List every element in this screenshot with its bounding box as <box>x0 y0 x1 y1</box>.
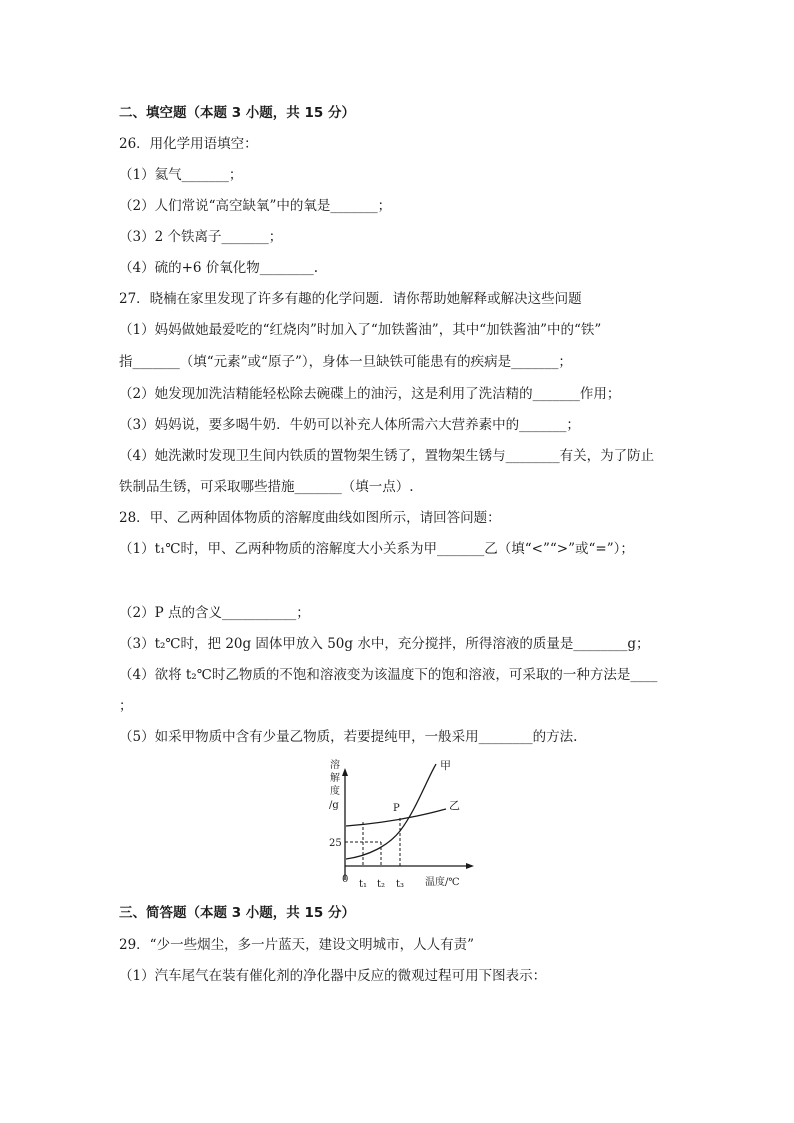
q27-line-4: （3）妈妈说，要多喝牛奶．牛奶可以补充人体所需六大营养素中的_______； <box>119 417 580 433</box>
q27-line-2: 指_______（填“元素”或“原子”），身体一旦缺铁可能患有的疾病是_______； <box>119 354 572 370</box>
y-axis-label-2: 解 <box>330 773 340 784</box>
y-axis-label-3: 度 <box>330 786 340 797</box>
q28-line-4: （4）欲将 t₂℃时乙物质的不饱和溶液变为该温度下的饱和溶液，可采取的一种方法是____ <box>119 667 658 683</box>
curve-jia-label: 甲 <box>440 759 451 772</box>
point-p-label: P <box>393 803 400 814</box>
y-tick-25: 25 <box>329 838 342 849</box>
curve-yi-label: 乙 <box>449 799 460 812</box>
q27-line-6: 铁制品生锈，可采取哪些措施_______（填一点）. <box>119 479 414 495</box>
x-axis-arrow <box>466 863 474 869</box>
q28-line-1: （1）t₁℃时，甲、乙两种物质的溶解度大小关系为甲_______乙（填“<”“>”或“=”）； <box>119 541 634 557</box>
origin-label: 0 <box>342 874 349 885</box>
x-tick-t2: t₂ <box>377 879 386 890</box>
q27-line-1: （1）妈妈做她最爱吃的“红烧肉”时加入了“加铁酱油”，其中“加铁酱油”中的“铁” <box>119 322 602 338</box>
q29-stem: 29．“少一些烟尘，多一片蓝天，建设文明城市，人人有责” <box>119 937 474 953</box>
q28-line-3: （3）t₂℃时，把 20g 固体甲放入 50g 水中，充分搅拌，所得溶液的质量是________g； <box>119 636 650 652</box>
q26-item-2: （2）人们常说“高空缺氧”中的氧是_______； <box>119 198 392 214</box>
q28-line-2: （2）P 点的含义___________； <box>119 605 310 621</box>
solubility-curve-figure <box>318 756 474 894</box>
section-2-title: 二、填空题（本题 3 小题，共 15 分） <box>119 105 355 121</box>
curve-jia <box>346 764 436 859</box>
q28-line-6: （5）如采甲物质中含有少量乙物质，若要提纯甲，一般采用________的方法. <box>119 729 578 745</box>
q27-stem: 27．晓楠在家里发现了许多有趣的化学问题．请你帮助她解释或解决这些问题 <box>119 291 582 307</box>
q26-item-1: （1）氦气_______； <box>119 167 243 183</box>
q28-stem: 28．甲、乙两种固体物质的溶解度曲线如图所示，请回答问题： <box>119 510 501 526</box>
q26-stem: 26．用化学用语填空： <box>119 136 258 152</box>
x-tick-t3: t₃ <box>396 879 405 890</box>
x-axis-label: 温度/℃ <box>425 877 460 888</box>
q26-item-4: （4）硫的+6 价氧化物________. <box>119 260 319 276</box>
q27-line-5: （4）她洗漱时发现卫生间内铁质的置物架生锈了，置物架生锈与________有关，为了防止 <box>119 448 655 464</box>
x-tick-t1: t₁ <box>359 879 368 890</box>
q26-item-3: （3）2 个铁离子_______； <box>119 229 283 245</box>
q28-line-5: ； <box>119 698 133 714</box>
q29-line-1: （1）汽车尾气在装有催化剂的净化器中反应的微观过程可用下图表示： <box>119 968 547 984</box>
section-3-title: 三、简答题（本题 3 小题，共 15 分） <box>119 905 355 921</box>
y-axis-arrow <box>342 768 348 776</box>
y-axis-label-1: 溶 <box>330 760 340 771</box>
y-axis-label-4: /g <box>329 800 339 811</box>
q27-line-3: （2）她发现加洗洁精能轻松除去碗碟上的油污，这是利用了洗洁精的_______作用； <box>119 386 621 402</box>
